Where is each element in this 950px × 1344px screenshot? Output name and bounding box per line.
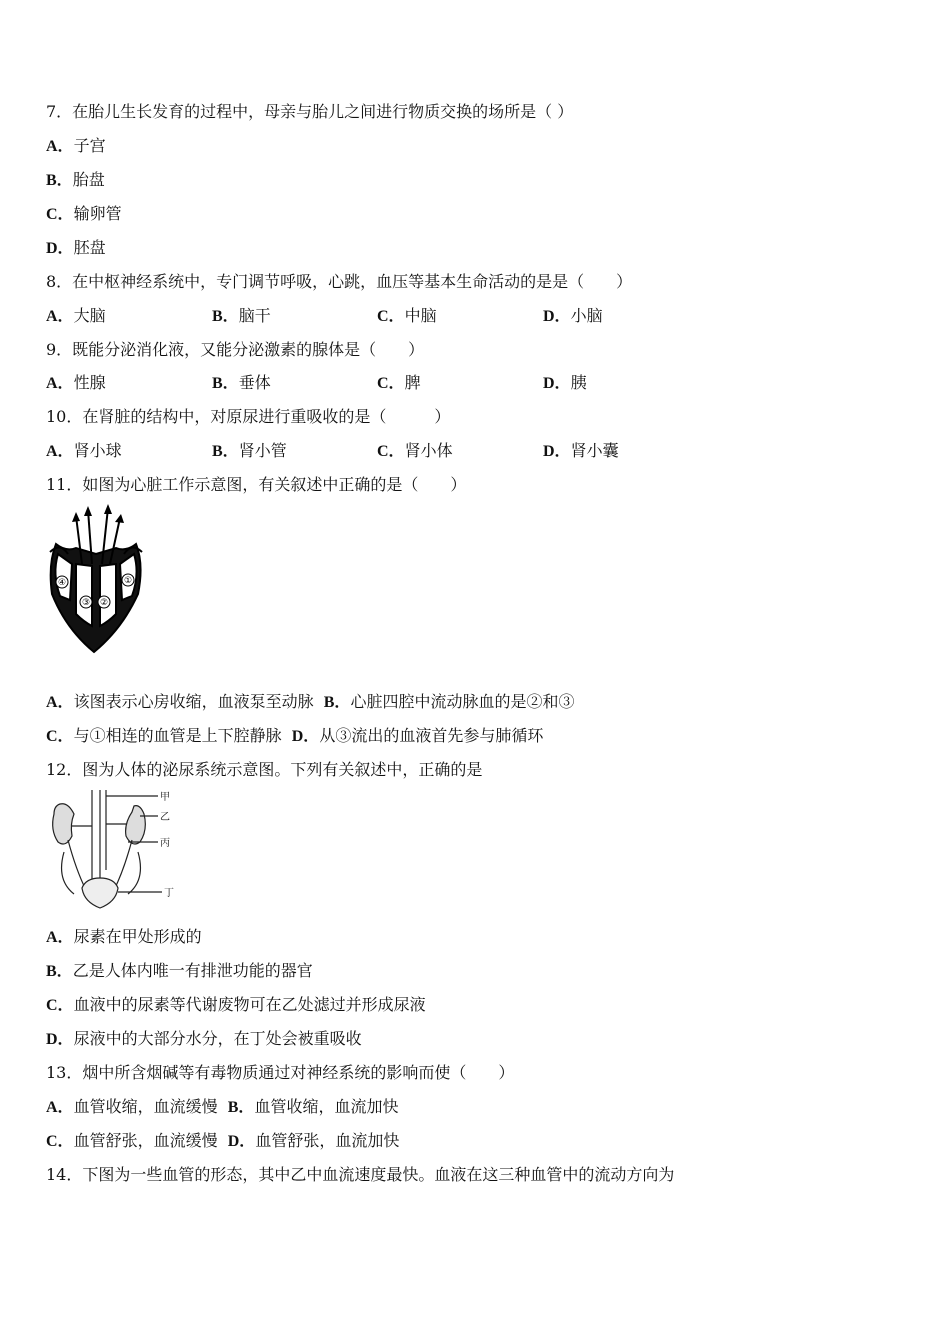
q8-option-b: B．脑干 bbox=[212, 306, 271, 325]
q10-option-c: C．肾小体 bbox=[377, 441, 453, 460]
q12-stem: 12．图为人体的泌尿系统示意图。下列有关叙述中，正确的是 bbox=[46, 760, 483, 779]
q9-options bbox=[46, 372, 926, 394]
q9-stem: 9．既能分泌消化液，又能分泌激素的腺体是（ ） bbox=[46, 340, 425, 359]
heart-label-4: ④ bbox=[57, 578, 67, 588]
q7-option-b: B．胎盘 bbox=[46, 170, 105, 189]
q9-option-d: D．胰 bbox=[543, 373, 587, 392]
q10-option-a: A．肾小球 bbox=[46, 441, 122, 460]
q12-option-d: D．尿液中的大部分水分，在丁处会被重吸收 bbox=[46, 1029, 362, 1048]
q12-option-b: B．乙是人体内唯一有排泄功能的器官 bbox=[46, 961, 313, 980]
q13-option-c: 血管舒张，血流缓慢 bbox=[73, 1131, 218, 1150]
q10-options bbox=[46, 440, 926, 462]
q7-stem: 7．在胎儿生长发育的过程中，母亲与胎儿之间进行物质交换的场所是（ ） bbox=[46, 102, 574, 121]
q11-options-cd: C．与①相连的血管是上下腔静脉 D．从③流出的血液首先参与肺循环 bbox=[46, 726, 544, 745]
urinary-label-bing: 丙 bbox=[160, 838, 170, 849]
q9-option-b: B．垂体 bbox=[212, 373, 271, 392]
q14-stem: 14．下图为一些血管的形态，其中乙中血流速度最快。血液在这三种血管中的流动方向为 bbox=[46, 1165, 675, 1184]
q7-option-a: A．子宫 bbox=[46, 136, 106, 155]
q9-option-c: C．脾 bbox=[377, 373, 421, 392]
urinary-system-diagram bbox=[46, 790, 186, 912]
q7-option-d: D．胚盘 bbox=[46, 238, 106, 257]
q10-stem: 10．在肾脏的结构中，对原尿进行重吸收的是（ ） bbox=[46, 407, 451, 426]
q8-option-c: C．中脑 bbox=[377, 306, 437, 325]
heart-label-2: ② bbox=[99, 598, 109, 608]
heart-diagram bbox=[46, 504, 146, 654]
q13-option-d: 血管舒张，血流加快 bbox=[255, 1131, 400, 1150]
heart-label-3: ③ bbox=[81, 598, 91, 608]
q8-option-a: A．大脑 bbox=[46, 306, 106, 325]
q9-option-a: A．性腺 bbox=[46, 373, 106, 392]
q12-option-a: A．尿素在甲处形成的 bbox=[46, 927, 202, 946]
q10-option-d: D．肾小囊 bbox=[543, 441, 619, 460]
q12-option-c: C．血液中的尿素等代谢废物可在乙处滤过并形成尿液 bbox=[46, 995, 426, 1014]
q11-stem: 11．如图为心脏工作示意图，有关叙述中正确的是（ ） bbox=[46, 475, 467, 494]
q11-options-ab: A．该图表示心房收缩，血液泵至动脉 B．心脏四腔中流动脉血的是②和③ bbox=[46, 692, 575, 711]
heart-label-1: ① bbox=[123, 576, 133, 586]
q13-option-b: 血管收缩，血流加快 bbox=[254, 1097, 399, 1116]
q8-option-d: D．小脑 bbox=[543, 306, 603, 325]
q10-option-b: B．肾小管 bbox=[212, 441, 287, 460]
q8-stem: 8．在中枢神经系统中，专门调节呼吸，心跳，血压等基本生命活动的是是（ ） bbox=[46, 272, 633, 291]
q13-option-a: 血管收缩，血流缓慢 bbox=[73, 1097, 218, 1116]
q11-option-b: 心脏四腔中流动脉血的是②和③ bbox=[350, 692, 575, 711]
q11-option-a: 该图表示心房收缩，血液泵至动脉 bbox=[73, 692, 314, 711]
q13-options-cd: C．血管舒张，血流缓慢 D．血管舒张，血流加快 bbox=[46, 1131, 400, 1150]
q8-options bbox=[46, 305, 926, 327]
urinary-label-yi: 乙 bbox=[160, 812, 170, 823]
urinary-label-ding: 丁 bbox=[164, 888, 174, 899]
q11-option-c: 与①相连的血管是上下腔静脉 bbox=[73, 726, 282, 745]
q11-option-d: 从③流出的血液首先参与肺循环 bbox=[319, 726, 544, 745]
q13-stem: 13．烟中所含烟碱等有毒物质通过对神经系统的影响而使（ ） bbox=[46, 1063, 515, 1082]
q13-options-ab: A．血管收缩，血流缓慢 B．血管收缩，血流加快 bbox=[46, 1097, 399, 1116]
q7-option-c: C．输卵管 bbox=[46, 204, 122, 223]
urinary-label-jia: 甲 bbox=[160, 792, 170, 803]
